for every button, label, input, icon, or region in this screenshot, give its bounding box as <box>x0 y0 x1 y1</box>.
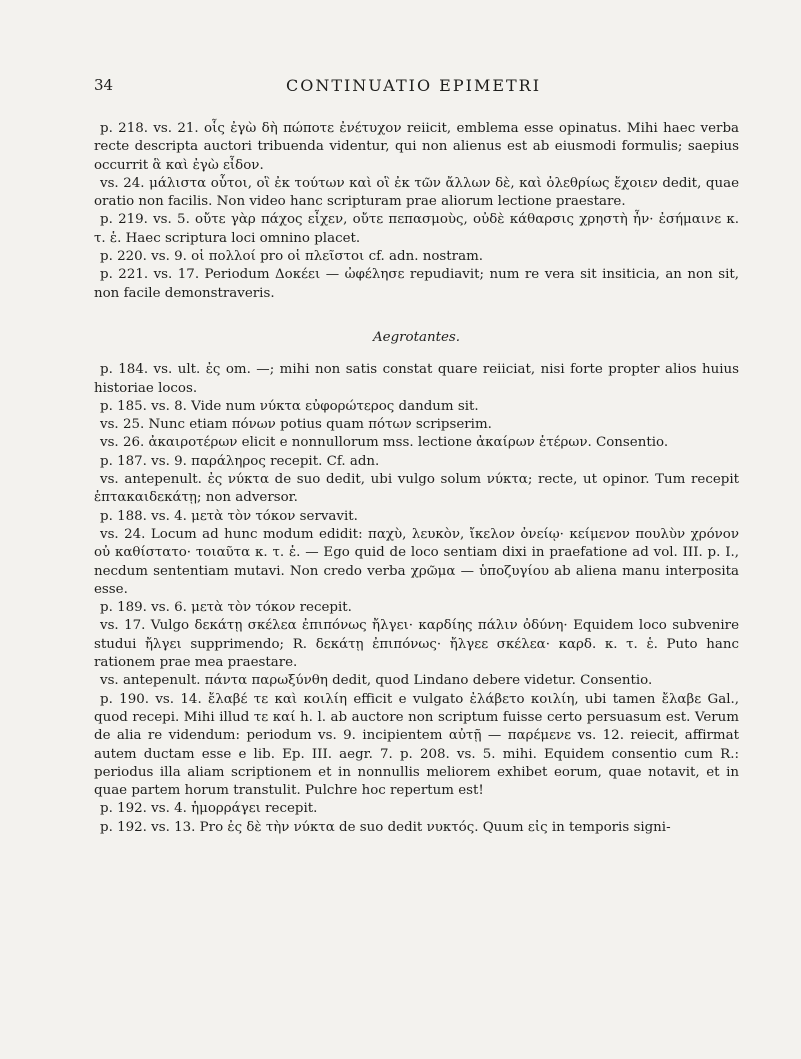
paragraph: p. 192. vs. 13. Pro ἐς δὲ τὴν νύκτα de suo dedit νυκτός. Quum εἰς in temporis signi- <box>100 819 671 835</box>
body-text <box>94 120 739 837</box>
paragraph: p. 189. vs. 6. μετὰ τὸν τόκον recepit. <box>100 600 352 616</box>
paragraph: vs. 17. Vulgo δεκάτῃ σκέλεα ἐπιπόνως ἤλγει· καρδίης πάλιν ὀδύνη· Equidem loco subvenire studui ἤλγει supprimendo; R. δεκάτῃ ἐπιπόνως· ἤλγεε σκέλεα· καρδ. κ. τ. ἑ. Puto hanc rationem prae mea praestare. <box>94 618 739 671</box>
section-heading: Aegrotantes. <box>372 329 461 345</box>
paragraph: vs. 26. ἀκαιροτέρων elicit e nonnullorum mss. lectione ἀκαίρων ἑτέρων. Consentio. <box>100 435 669 451</box>
paragraph: vs. 25. Nunc etiam πόνων potius quam πότων scripserim. <box>100 417 492 433</box>
paragraph: p. 192. vs. 4. ἡμορράγει recepit. <box>100 801 318 817</box>
paragraph: p. 185. vs. 8. Vide num νύκτα εὐφορώτερος dandum sit. <box>100 398 479 414</box>
paragraph: p. 184. vs. ult. ἐς om. —; mihi non satis constat quare reiiciat, nisi forte propter alios huius historiae locos. <box>94 362 739 396</box>
paragraph: vs. antepenult. ἐς νύκτα de suo dedit, ubi vulgo solum νύκτα; recte, ut opinor. Tum recepit ἑπτακαιδεκάτῃ; non adversor. <box>94 472 739 506</box>
paragraph: p. 190. vs. 14. ἔλαβέ τε καὶ κοιλίη efficit e vulgato ἐλάβετο κοιλίη, ubi tamen ἔλαβε Gal., quod recepi. Mihi illud τε καί h. l. ab auctore non scriptum fuisse certo persuasum est. Verum de alia re videndum: periodum vs. 9. incipientem αὐτῇ — παρέμενε vs. 12. reiecit, affirmat autem ductam esse e lib. Ep. III. aegr. 7. p. 208. vs. 5. mihi. Equidem consentio cum R.: periodus illa aliam scriptionem et in nonnullis meliorem exhibet eorum, quae notavit, et in quae partem horum transtulit. Pulchre hoc repertum est! <box>94 691 739 799</box>
paragraph: p. 219. vs. 5. οὔτε γὰρ πάχος εἶχεν, οὔτε πεπασμοὺς, οὐδὲ κάθαρσις χρηστὴ ἦν· ἐσήμαινε κ. τ. ἑ. Haec scriptura loci omnino placet. <box>94 212 739 246</box>
paragraph: vs. 24. Locum ad hunc modum edidit: παχὺ, λευκὸν, ἴκελον ὀνείῳ· κείμενον πουλὺν χρόνον οὐ καθίστατο· τοιαῦτα κ. τ. ἑ. — Ego quid de loco sentiam dixi in praefatione ad vol. III. p. I., necdum sententiam mutavi. Non credo verba χρῶμα — ὑποζυγίου ab aliena manu interposita esse. <box>94 526 739 597</box>
paragraph: p. 188. vs. 4. μετὰ τὸν τόκον servavit. <box>100 508 358 524</box>
paragraph: p. 218. vs. 21. οἷς ἐγὼ δὴ πώποτε ἐνέτυχον reiicit, emblema esse opinatus. Mihi haec verba recte descripta auctori tribuenda videntur, qui non alienus est ab eiusmodi formulis; saepius occurrit ἃ καὶ ἐγὼ εἶδον. <box>94 121 739 173</box>
running-head <box>94 76 733 98</box>
page-number: 34 <box>94 76 114 94</box>
paragraph: p. 220. vs. 9. οἱ πολλοί pro οἱ πλεῖστοι cf. adn. nostram. <box>100 249 484 265</box>
paragraph: p. 187. vs. 9. παράληρος recepit. Cf. adn. <box>100 453 380 469</box>
paragraph: p. 221. vs. 17. Periodum Δοκέει — ὠφέλησε repudiavit; num re vera sit insiticia, an non sit, non facile demonstraveris. <box>94 267 739 301</box>
running-title: CONTINUATIO EPIMETRI <box>285 76 542 95</box>
paragraph: vs. 24. μάλιστα οὗτοι, οἳ ἐκ τούτων καὶ οἳ ἐκ τῶν ἄλλων δὲ, καὶ ὀλεθρίως ἔχοιεν dedit, quae oratio non facilis. Non video hanc scripturam prae aliorum lectione praestare. <box>94 175 739 210</box>
paragraph: vs. antepenult. πάντα παρωξύνθη dedit, quod Lindano debere videtur. Consentio. <box>100 673 653 689</box>
